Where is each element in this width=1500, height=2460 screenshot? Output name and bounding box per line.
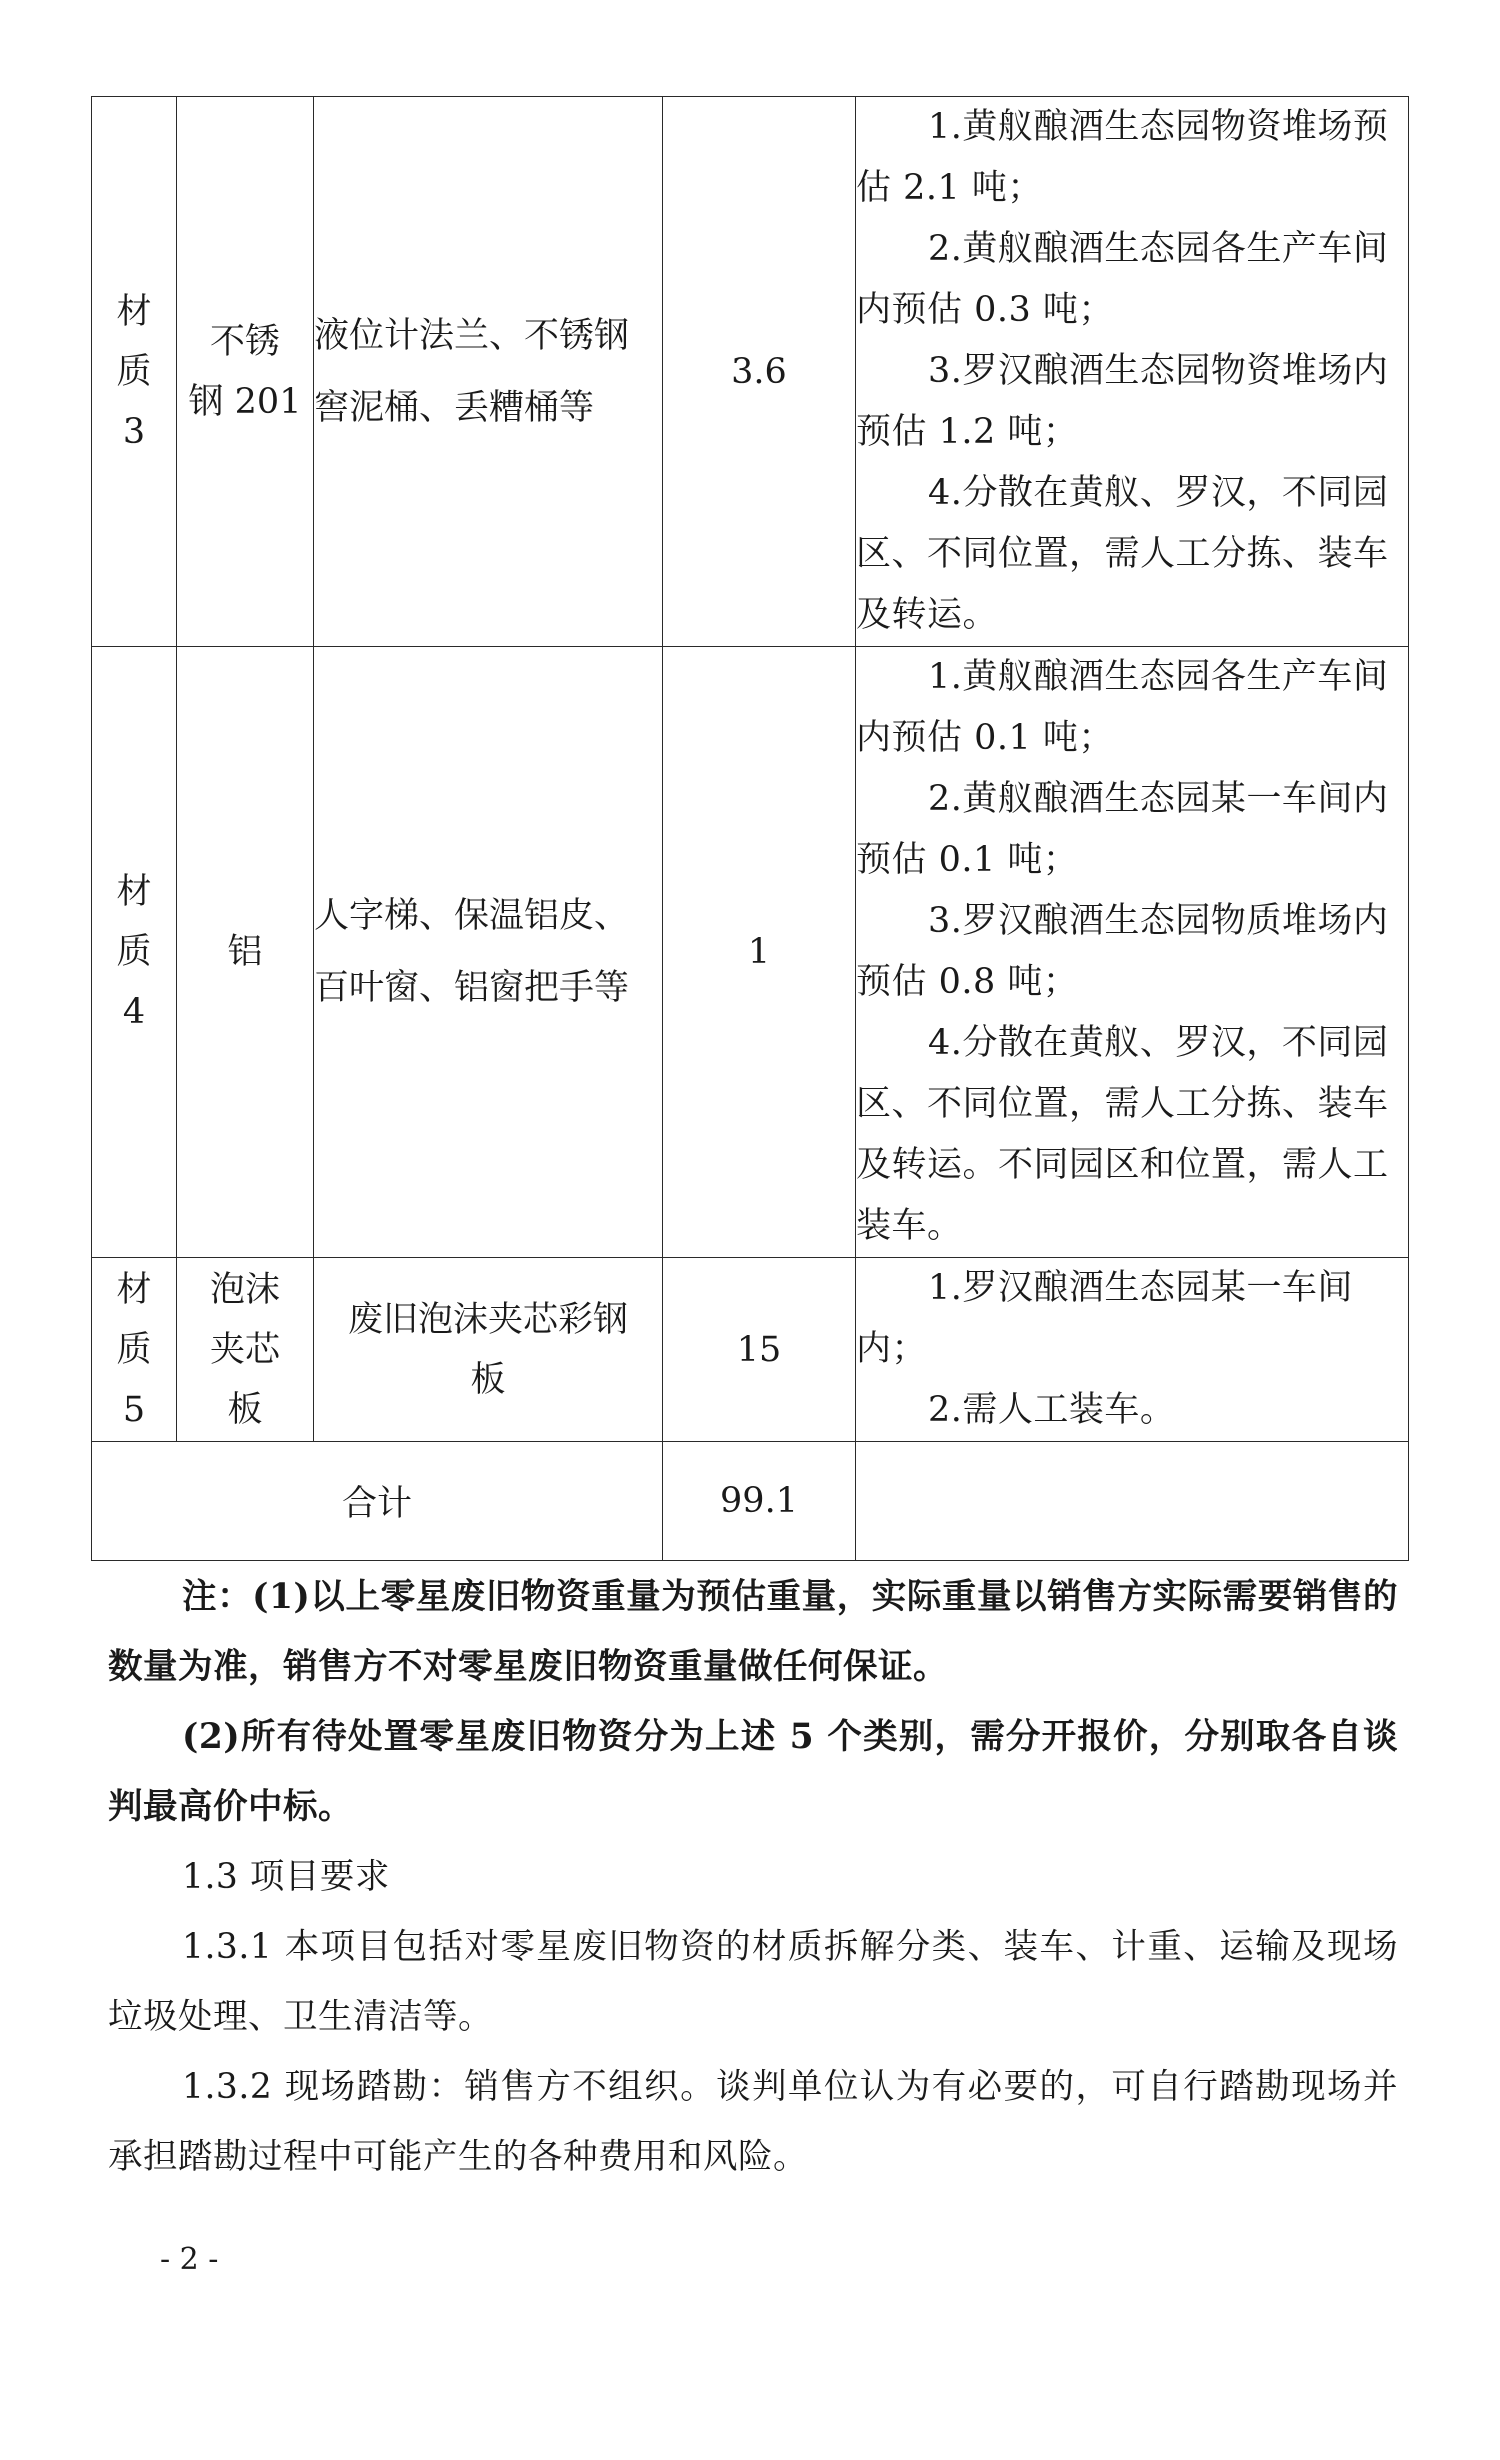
material-label-line: 质 [116,932,152,972]
material-label-line: 材 [116,872,152,912]
location-line: 2.需人工装车。 [928,1390,1176,1430]
material-weight-cell: 15 [663,1258,856,1442]
material-name-line: 不锈 [209,321,280,362]
material-desc-line: 窖泥桶、丢糟桶等 [314,387,595,428]
material-name-line: 板 [227,1389,263,1430]
material-label-cell [92,647,177,1258]
material-name-line: 夹芯 [209,1329,280,1370]
table-row [92,647,1409,1258]
material-name-line: 铝 [227,932,263,972]
requirement-paragraph: 1.3.1 本项目包括对零星废旧物资的材质拆解分类、装车、计重、运输及现场垃圾处理、卫生清洁等。 [108,1927,1398,2037]
material-label-cell [92,1258,177,1442]
material-name-cell [177,1258,314,1442]
materials-table [91,96,1409,1561]
material-label-line: 材 [116,1269,152,1310]
material-desc-line: 板 [470,1359,506,1400]
material-label-line: 4 [122,992,146,1032]
location-line: 3.罗汉酿酒生态园物资堆场内预估 1.2 吨； [856,351,1389,452]
material-desc-line: 液位计法兰、不锈钢 [314,315,630,356]
total-empty-cell [856,1442,1409,1561]
requirement-paragraph: 1.3.2 现场踏勘：销售方不组织。谈判单位认为有必要的，可自行踏勘现场并承担踏勘过程中可能产生的各种费用和风险。 [108,2067,1398,2177]
material-location-cell [856,1258,1409,1442]
location-line: 2.黄舣酿酒生态园某一车间内预估 0.1 吨； [856,779,1389,880]
total-row [92,1442,1409,1561]
location-line: 1.黄舣酿酒生态园物资堆场预估 2.1 吨； [856,107,1389,208]
page-number: - 2 - [160,2242,219,2277]
material-location-cell [856,97,1409,647]
location-line: 1.罗汉酿酒生态园某一车间内； [856,1268,1353,1369]
location-line: 2.黄舣酿酒生态园各生产车间内预估 0.3 吨； [856,229,1389,330]
note-paragraph: 注：(1)以上零星废旧物资重量为预估重量，实际重量以销售方实际需要销售的数量为准，销售方不对零星废旧物资重量做任何保证。 [108,1577,1398,1687]
table-row [92,97,1409,647]
material-label-line: 质 [116,1329,152,1370]
total-label: 合计 [92,1442,663,1561]
material-label-line: 3 [122,411,146,452]
material-desc-line: 百叶窗、铝窗把手等 [314,968,630,1008]
note-paragraph: (2)所有待处置零星废旧物资分为上述 5 个类别，需分开报价，分别取各自谈判最高价中标。 [108,1717,1398,1827]
location-line: 3.罗汉酿酒生态园物质堆场内预估 0.8 吨； [856,901,1389,1002]
material-weight-cell: 1 [663,647,856,1258]
location-line: 4.分散在黄舣、罗汉，不同园区、不同位置，需人工分拣、装车及转运。不同园区和位置，需人工装车。 [856,1023,1389,1246]
material-location-cell [856,647,1409,1258]
material-desc-line: 废旧泡沫夹芯彩钢 [347,1299,628,1340]
material-label-line: 材 [116,291,152,332]
notes-section [108,1562,1398,2192]
material-name-cell [177,97,314,647]
material-name-line: 钢 201 [188,381,302,422]
location-line: 4.分散在黄舣、罗汉，不同园区、不同位置，需人工分拣、装车及转运。 [856,473,1389,635]
material-desc-cell [314,1258,663,1442]
material-weight-cell: 3.6 [663,97,856,647]
table-row [92,1258,1409,1442]
material-desc-cell [314,647,663,1258]
material-desc-cell [314,97,663,647]
material-name-cell [177,647,314,1258]
material-name-line: 泡沫 [209,1269,280,1310]
material-label-cell [92,97,177,647]
section-heading: 1.3 项目要求 [182,1857,390,1897]
location-line: 1.黄舣酿酒生态园各生产车间内预估 0.1 吨； [856,657,1389,758]
total-weight: 99.1 [663,1442,856,1561]
material-desc-line: 人字梯、保温铝皮、 [314,896,630,936]
material-label-line: 质 [116,351,152,392]
material-label-line: 5 [122,1389,146,1430]
